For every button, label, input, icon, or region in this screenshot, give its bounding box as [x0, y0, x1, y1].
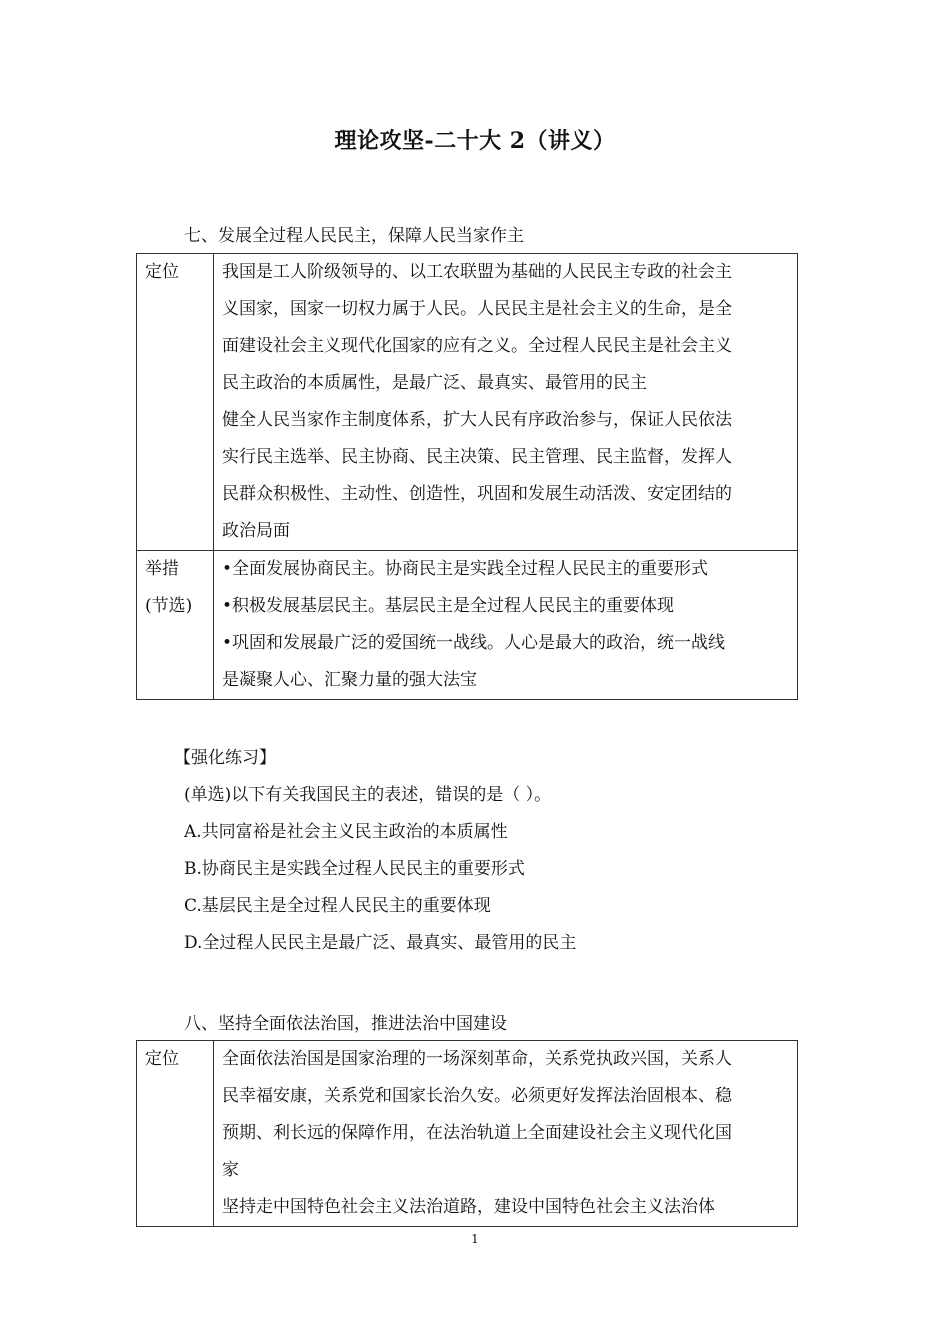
section-8-heading: 八、坚持全面依法治国，推进法治中国建设	[184, 1014, 507, 1034]
content-line: 民群众积极性、主动性、创造性，巩固和发展生动活泼、安定团结的	[222, 484, 732, 504]
section-7-heading: 七、发展全过程人民民主，保障人民当家作主	[184, 226, 524, 246]
row-label-positioning	[137, 254, 214, 551]
content-line: 全面依法治国是国家治理的一场深刻革命，关系党执政兴国，关系人	[222, 1049, 732, 1069]
row-content-measures	[214, 551, 798, 700]
content-line: 义国家，国家一切权力属于人民。人民民主是社会主义的生命，是全	[222, 299, 732, 319]
content-line: 政治局面	[222, 521, 290, 541]
exercise-heading: 【强化练习】	[174, 748, 276, 768]
content-line: 预期、利长远的保障作用，在法治轨道上全面建设社会主义现代化国	[222, 1123, 732, 1143]
exercise-option-b: B.协商民主是实践全过程人民民主的重要形式	[184, 859, 525, 879]
document-title: 理论攻坚-二十大 2（讲义）	[334, 128, 616, 154]
content-line: 实行民主选举、民主协商、民主决策、民主管理、民主监督，发挥人	[222, 447, 732, 467]
exercise-option-d: D.全过程人民民主是最广泛、最真实、最管用的民主	[184, 933, 577, 953]
table-row	[137, 551, 798, 700]
page-number: 1	[471, 1232, 479, 1246]
row-content-positioning	[214, 1041, 798, 1227]
row-content-positioning	[214, 254, 798, 551]
section-7-table	[136, 253, 798, 700]
exercise-option-c: C.基层民主是全过程人民民主的重要体现	[184, 896, 491, 916]
table-row	[137, 1041, 798, 1227]
content-line: •积极发展基层民主。基层民主是全过程人民民主的重要体现	[222, 596, 675, 616]
content-line: 坚持走中国特色社会主义法治道路，建设中国特色社会主义法治体	[222, 1197, 715, 1217]
content-line: 面建设社会主义现代化国家的应有之义。全过程人民民主是社会主义	[222, 336, 732, 356]
label-line: (节选)	[145, 596, 193, 616]
content-line: 家	[222, 1160, 239, 1180]
label-line: 定位	[145, 262, 179, 282]
content-line: 民幸福安康，关系党和国家长治久安。必须更好发挥法治固根本、稳	[222, 1086, 732, 1106]
content-line: 健全人民当家作主制度体系，扩大人民有序政治参与，保证人民依法	[222, 410, 732, 430]
section-8-table	[136, 1040, 798, 1227]
content-line: 我国是工人阶级领导的、以工农联盟为基础的人民民主专政的社会主	[222, 262, 732, 282]
content-line: •全面发展协商民主。协商民主是实践全过程人民民主的重要形式	[222, 559, 709, 579]
exercise-option-a: A.共同富裕是社会主义民主政治的本质属性	[184, 822, 508, 842]
content-line: 是凝聚人心、汇聚力量的强大法宝	[222, 670, 477, 690]
exercise-question: (单选)以下有关我国民主的表述，错误的是（ ）。	[184, 785, 552, 805]
row-label-measures	[137, 551, 214, 700]
content-line: •巩固和发展最广泛的爱国统一战线。人心是最大的政治，统一战线	[222, 633, 726, 653]
table-row	[137, 254, 798, 551]
content-line: 民主政治的本质属性，是最广泛、最真实、最管用的民主	[222, 373, 647, 393]
exercise-block	[174, 740, 577, 962]
row-label-positioning	[137, 1041, 214, 1227]
label-line: 举措	[145, 559, 179, 579]
label-line: 定位	[145, 1049, 179, 1069]
